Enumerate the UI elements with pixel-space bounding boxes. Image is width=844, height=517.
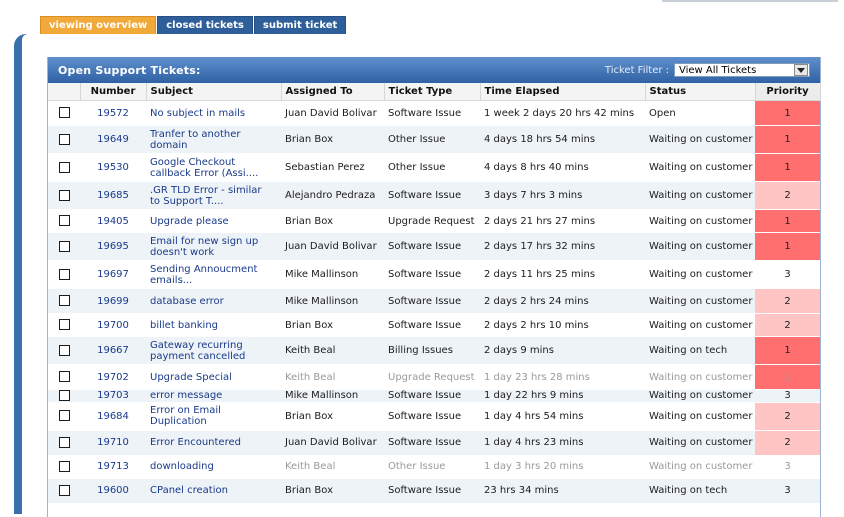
- ticket-subject-line[interactable]: domain: [150, 139, 188, 151]
- ticket-priority: 1: [755, 210, 820, 233]
- ticket-subject-line[interactable]: emails...: [150, 274, 193, 286]
- column-header-assigned-to[interactable]: Assigned To: [281, 83, 384, 101]
- row-select-cell: [48, 210, 80, 233]
- table-row[interactable]: [48, 455, 820, 478]
- row-select-cell: [48, 126, 80, 154]
- ticket-time-elapsed: 2 days 2 hrs 24 mins: [480, 289, 645, 314]
- ticket-subject-line[interactable]: downloading: [150, 461, 214, 472]
- ticket-filter-value: View All Tickets: [679, 64, 757, 76]
- row-checkbox[interactable]: [59, 390, 70, 401]
- ticket-subject[interactable]: [146, 154, 281, 182]
- ticket-subject-line[interactable]: Tranfer to another: [150, 128, 241, 140]
- ticket-assigned-to: Keith Beal: [281, 365, 384, 390]
- ticket-assigned-to: Alejandro Pedraza: [281, 182, 384, 210]
- table-header-row: [48, 83, 820, 101]
- ticket-number[interactable]: 19702: [80, 365, 146, 390]
- ticket-assigned-to: Brian Box: [281, 478, 384, 503]
- ticket-status: Waiting on customer: [645, 126, 755, 154]
- tab-submit-ticket[interactable]: submit ticket: [254, 16, 346, 34]
- table-row[interactable]: [48, 101, 820, 126]
- table-row[interactable]: [48, 182, 820, 210]
- ticket-time-elapsed: 1 day 4 hrs 23 mins: [480, 430, 645, 455]
- ticket-assigned-to: Mike Mallinson: [281, 261, 384, 289]
- ticket-number[interactable]: 19700: [80, 314, 146, 337]
- tab-viewing-overview[interactable]: viewing overview: [40, 16, 156, 34]
- ticket-type: Other Issue: [384, 455, 480, 478]
- ticket-priority: 1: [755, 154, 820, 182]
- ticket-type: Other Issue: [384, 126, 480, 154]
- ticket-subject-line[interactable]: to Support T....: [150, 195, 224, 207]
- table-row[interactable]: [48, 233, 820, 261]
- ticket-number[interactable]: 19695: [80, 233, 146, 261]
- ticket-status: Waiting on customer: [645, 390, 755, 403]
- table-row[interactable]: [48, 430, 820, 455]
- column-header-number[interactable]: Number: [80, 83, 146, 101]
- ticket-subject-line[interactable]: Error on Email: [150, 405, 221, 416]
- ticket-type: Other Issue: [384, 154, 480, 182]
- row-checkbox[interactable]: [59, 190, 70, 201]
- table-row[interactable]: [48, 402, 820, 430]
- ticket-time-elapsed: 2 days 9 mins: [480, 337, 645, 365]
- ticket-type: Upgrade Request: [384, 365, 480, 390]
- row-checkbox[interactable]: [59, 162, 70, 173]
- ticket-time-elapsed: 1 day 4 hrs 54 mins: [480, 402, 645, 430]
- ticket-subject-line[interactable]: doesn't work: [150, 246, 215, 258]
- ticket-type: Software Issue: [384, 478, 480, 503]
- ticket-filter: [605, 63, 810, 77]
- ticket-status: Waiting on customer: [645, 182, 755, 210]
- ticket-subject[interactable]: [146, 455, 281, 478]
- ticket-type: Software Issue: [384, 289, 480, 314]
- ticket-priority: 2: [755, 289, 820, 314]
- tab-bar: [40, 16, 347, 34]
- ticket-type: Billing Issues: [384, 337, 480, 365]
- ticket-priority: 1: [755, 233, 820, 261]
- ticket-number[interactable]: 19405: [80, 210, 146, 233]
- ticket-time-elapsed: 2 days 2 hrs 10 mins: [480, 314, 645, 337]
- ticket-time-elapsed: 3 days 7 hrs 3 mins: [480, 182, 645, 210]
- ticket-filter-select[interactable]: [674, 63, 810, 77]
- ticket-type: Software Issue: [384, 314, 480, 337]
- ticket-number[interactable]: 19699: [80, 289, 146, 314]
- panel-header: [48, 57, 820, 83]
- ticket-time-elapsed: 1 day 3 hrs 20 mins: [480, 455, 645, 478]
- column-header-subject[interactable]: Subject: [146, 83, 281, 101]
- ticket-assigned-to: Juan David Bolivar: [281, 101, 384, 126]
- ticket-number[interactable]: 19572: [80, 101, 146, 126]
- table-row[interactable]: [48, 365, 820, 390]
- ticket-priority: 2: [755, 314, 820, 337]
- column-header-status[interactable]: Status: [645, 83, 755, 101]
- ticket-subject-line[interactable]: Error Encountered: [150, 437, 241, 448]
- ticket-number[interactable]: 19703: [80, 390, 146, 403]
- ticket-number[interactable]: 19667: [80, 337, 146, 365]
- ticket-status: Waiting on customer: [645, 154, 755, 182]
- ticket-subject[interactable]: [146, 365, 281, 390]
- row-select-cell: [48, 233, 80, 261]
- table-row[interactable]: [48, 154, 820, 182]
- ticket-subject[interactable]: [146, 101, 281, 126]
- ticket-time-elapsed: 2 days 11 hrs 25 mins: [480, 261, 645, 289]
- ticket-type: Software Issue: [384, 402, 480, 430]
- ticket-status: Waiting on customer: [645, 261, 755, 289]
- ticket-type: Software Issue: [384, 390, 480, 403]
- ticket-type: Upgrade Request: [384, 210, 480, 233]
- ticket-priority: 3: [755, 261, 820, 289]
- ticket-status: Waiting on tech: [645, 478, 755, 503]
- row-select-cell: [48, 314, 80, 337]
- ticket-priority: 3: [755, 478, 820, 503]
- row-select-cell: [48, 430, 80, 455]
- row-checkbox[interactable]: [59, 461, 70, 472]
- row-select-cell: [48, 402, 80, 430]
- ticket-subject-line[interactable]: .GR TLD Error - similar: [150, 184, 262, 196]
- ticket-subject[interactable]: [146, 126, 281, 154]
- ticket-status: Waiting on tech: [645, 337, 755, 365]
- ticket-assigned-to: Brian Box: [281, 402, 384, 430]
- ticket-status: Waiting on customer: [645, 314, 755, 337]
- ticket-priority: 2: [755, 402, 820, 430]
- table-row[interactable]: [48, 210, 820, 233]
- row-select-cell: [48, 154, 80, 182]
- row-checkbox[interactable]: [59, 410, 70, 421]
- panel-title: Open Support Tickets:: [58, 63, 201, 77]
- row-checkbox[interactable]: [59, 269, 70, 280]
- ticket-priority: 3: [755, 390, 820, 403]
- ticket-subject[interactable]: [146, 314, 281, 337]
- ticket-number[interactable]: 19530: [80, 154, 146, 182]
- ticket-priority: 2: [755, 182, 820, 210]
- ticket-subject-line[interactable]: error message: [150, 390, 223, 402]
- tickets-table: [48, 83, 821, 504]
- ticket-subject-line[interactable]: billet banking: [150, 319, 219, 331]
- ticket-subject-line[interactable]: Upgrade Special: [150, 371, 232, 383]
- ticket-assigned-to: Brian Box: [281, 126, 384, 154]
- ticket-priority: 2: [755, 430, 820, 455]
- ticket-subject[interactable]: [146, 402, 281, 430]
- ticket-number[interactable]: 19600: [80, 478, 146, 503]
- ticket-assigned-to: Brian Box: [281, 210, 384, 233]
- ticket-status: Open: [645, 101, 755, 126]
- ticket-priority: 1: [755, 337, 820, 365]
- ticket-priority: 1: [755, 365, 820, 390]
- ticket-subject[interactable]: [146, 233, 281, 261]
- ticket-number[interactable]: 19684: [80, 402, 146, 430]
- ticket-number[interactable]: 19713: [80, 455, 146, 478]
- column-header-time-elapsed[interactable]: Time Elapsed: [480, 83, 645, 101]
- ticket-type: Software Issue: [384, 182, 480, 210]
- ticket-status: Waiting on customer: [645, 455, 755, 478]
- ticket-type: Software Issue: [384, 261, 480, 289]
- row-checkbox[interactable]: [59, 107, 70, 118]
- ticket-time-elapsed: 1 week 2 days 20 hrs 42 mins: [480, 101, 645, 126]
- ticket-priority: 1: [755, 101, 820, 126]
- ticket-type: Software Issue: [384, 430, 480, 455]
- ticket-subject[interactable]: [146, 261, 281, 289]
- column-header-priority[interactable]: Priority: [755, 83, 820, 101]
- ticket-assigned-to: Juan David Bolivar: [281, 430, 384, 455]
- row-checkbox[interactable]: [59, 241, 70, 252]
- ticket-time-elapsed: 4 days 8 hrs 40 mins: [480, 154, 645, 182]
- ticket-subject-line[interactable]: No subject in mails: [150, 107, 246, 119]
- ticket-subject[interactable]: [146, 210, 281, 233]
- ticket-time-elapsed: 23 hrs 34 mins: [480, 478, 645, 503]
- row-checkbox[interactable]: [59, 485, 70, 496]
- ticket-assigned-to: Keith Beal: [281, 455, 384, 478]
- table-row[interactable]: [48, 289, 820, 314]
- ticket-status: Waiting on customer: [645, 210, 755, 233]
- ticket-time-elapsed: 4 days 18 hrs 54 mins: [480, 126, 645, 154]
- row-select-cell: [48, 478, 80, 503]
- ticket-priority: 3: [755, 455, 820, 478]
- ticket-subject[interactable]: [146, 390, 281, 403]
- ticket-time-elapsed: 1 day 23 hrs 28 mins: [480, 365, 645, 390]
- row-select-cell: [48, 182, 80, 210]
- ticket-filter-label: Ticket Filter :: [604, 64, 669, 76]
- ticket-subject-line[interactable]: Google Checkout: [150, 156, 236, 168]
- ticket-subject[interactable]: [146, 337, 281, 365]
- ticket-type: Software Issue: [384, 233, 480, 261]
- ticket-assigned-to: Keith Beal: [281, 337, 384, 365]
- row-select-cell: [48, 101, 80, 126]
- row-checkbox[interactable]: [59, 345, 70, 356]
- ticket-subject-line[interactable]: Duplication: [150, 416, 207, 427]
- table-row[interactable]: [48, 478, 820, 503]
- ticket-subject-line[interactable]: Sending Annoucment: [150, 263, 258, 275]
- table-row[interactable]: [48, 126, 820, 154]
- ticket-subject-line[interactable]: Gateway recurring: [150, 339, 243, 351]
- row-checkbox[interactable]: [59, 319, 70, 330]
- ticket-subject[interactable]: [146, 182, 281, 210]
- ticket-number[interactable]: 19710: [80, 430, 146, 455]
- row-select-cell: [48, 337, 80, 365]
- table-row[interactable]: [48, 261, 820, 289]
- ticket-subject[interactable]: [146, 478, 281, 503]
- ticket-subject-line[interactable]: payment cancelled: [150, 350, 246, 362]
- ticket-status: Waiting on customer: [645, 365, 755, 390]
- tickets-table-body: [48, 101, 820, 504]
- row-select-cell: [48, 390, 80, 403]
- ticket-subject-line[interactable]: Upgrade please: [150, 215, 229, 227]
- chevron-down-icon[interactable]: [794, 64, 808, 76]
- open-tickets-panel: [47, 57, 821, 517]
- ticket-subject-line[interactable]: callback Error (Assi....: [150, 167, 259, 179]
- row-select-cell: [48, 261, 80, 289]
- row-checkbox[interactable]: [59, 295, 70, 306]
- ticket-priority: 1: [755, 126, 820, 154]
- row-checkbox[interactable]: [59, 134, 70, 145]
- ticket-assigned-to: Mike Mallinson: [281, 289, 384, 314]
- ticket-subject-line[interactable]: Email for new sign up: [150, 235, 259, 247]
- ticket-status: Waiting on customer: [645, 402, 755, 430]
- column-header-select: [48, 83, 80, 101]
- row-select-cell: [48, 365, 80, 390]
- ticket-number[interactable]: 19685: [80, 182, 146, 210]
- ticket-subject[interactable]: [146, 289, 281, 314]
- row-select-cell: [48, 455, 80, 478]
- row-checkbox[interactable]: [59, 371, 70, 382]
- ticket-assigned-to: Juan David Bolivar: [281, 233, 384, 261]
- column-header-ticket-type[interactable]: Ticket Type: [384, 83, 480, 101]
- ticket-assigned-to: Brian Box: [281, 314, 384, 337]
- tab-closed-tickets[interactable]: closed tickets: [157, 16, 253, 34]
- ticket-status: Waiting on customer: [645, 289, 755, 314]
- ticket-subject[interactable]: [146, 430, 281, 455]
- table-row[interactable]: [48, 337, 820, 365]
- top-edge-element: [662, 0, 838, 2]
- table-row[interactable]: [48, 314, 820, 337]
- row-checkbox[interactable]: [59, 437, 70, 448]
- ticket-assigned-to: Mike Mallinson: [281, 390, 384, 403]
- ticket-number[interactable]: 19649: [80, 126, 146, 154]
- ticket-time-elapsed: 2 days 17 hrs 32 mins: [480, 233, 645, 261]
- ticket-status: Waiting on customer: [645, 430, 755, 455]
- ticket-subject-line[interactable]: database error: [150, 295, 224, 307]
- ticket-assigned-to: Sebastian Perez: [281, 154, 384, 182]
- ticket-status: Waiting on customer: [645, 233, 755, 261]
- row-checkbox[interactable]: [59, 215, 70, 226]
- table-row[interactable]: [48, 390, 820, 403]
- ticket-subject-line[interactable]: CPanel creation: [150, 485, 228, 496]
- ticket-type: Software Issue: [384, 101, 480, 126]
- ticket-number[interactable]: 19697: [80, 261, 146, 289]
- ticket-time-elapsed: 2 days 21 hrs 27 mins: [480, 210, 645, 233]
- row-select-cell: [48, 289, 80, 314]
- ticket-time-elapsed: 1 day 22 hrs 9 mins: [480, 390, 645, 403]
